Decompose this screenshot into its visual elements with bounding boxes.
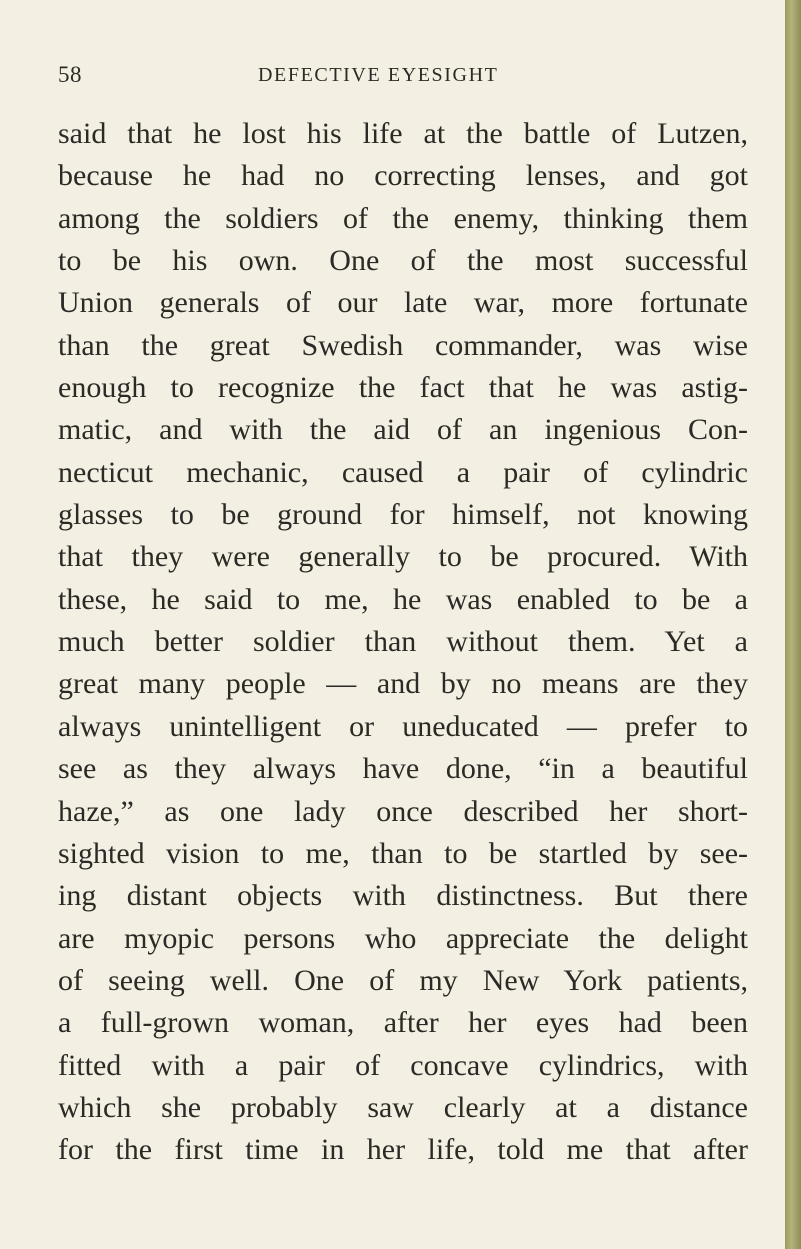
text-line: a full-grown woman, after her eyes had been — [58, 1006, 748, 1040]
text-line: of seeing well. One of my New York patients, — [58, 963, 748, 997]
text-line: fitted with a pair of concave cylindrics, with — [58, 1048, 748, 1082]
text-line: much better soldier than without them. Yet a — [58, 625, 748, 659]
text-line: always unintelligent or uneducated — prefer to — [58, 709, 748, 743]
text-line: matic, and with the aid of an ingenious Con- — [58, 413, 748, 447]
text-line: to be his own. One of the most successful — [58, 244, 748, 278]
text-line: which she probably saw clearly at a distance — [58, 1090, 748, 1124]
text-line: than the great Swedish commander, was wise — [58, 328, 748, 362]
text-line: great many people — and by no means are they — [58, 667, 748, 701]
running-title: DEFECTIVE EYESIGHT — [258, 64, 499, 86]
text-line: haze,” as one lady once described her short- — [58, 794, 748, 828]
page-edge — [785, 0, 801, 1249]
text-line: see as they always have done, “in a beautiful — [58, 752, 748, 786]
text-line: sighted vision to me, than to be startled by see- — [58, 836, 748, 870]
text-line: ing distant objects with distinctness. But there — [58, 879, 748, 913]
text-line: are myopic persons who appreciate the delight — [58, 921, 748, 955]
text-line: these, he said to me, he was enabled to be a — [58, 582, 748, 616]
text-line: Union generals of our late war, more fortunate — [58, 286, 748, 320]
body-text — [58, 113, 748, 1172]
text-line: necticut mechanic, caused a pair of cylindric — [58, 455, 748, 489]
text-line: that they were generally to be procured. With — [58, 540, 748, 574]
text-line: among the soldiers of the enemy, thinking them — [58, 201, 748, 235]
text-line: glasses to be ground for himself, not knowing — [58, 498, 748, 532]
text-line: said that he lost his life at the battle of Lutzen, — [58, 117, 748, 150]
page-number: 58 — [58, 62, 82, 87]
running-head — [58, 62, 747, 92]
text-line: enough to recognize the fact that he was astig- — [58, 371, 748, 405]
text-line: for the first time in her life, told me that after — [58, 1133, 748, 1167]
text-line: because he had no correcting lenses, and got — [58, 159, 748, 193]
